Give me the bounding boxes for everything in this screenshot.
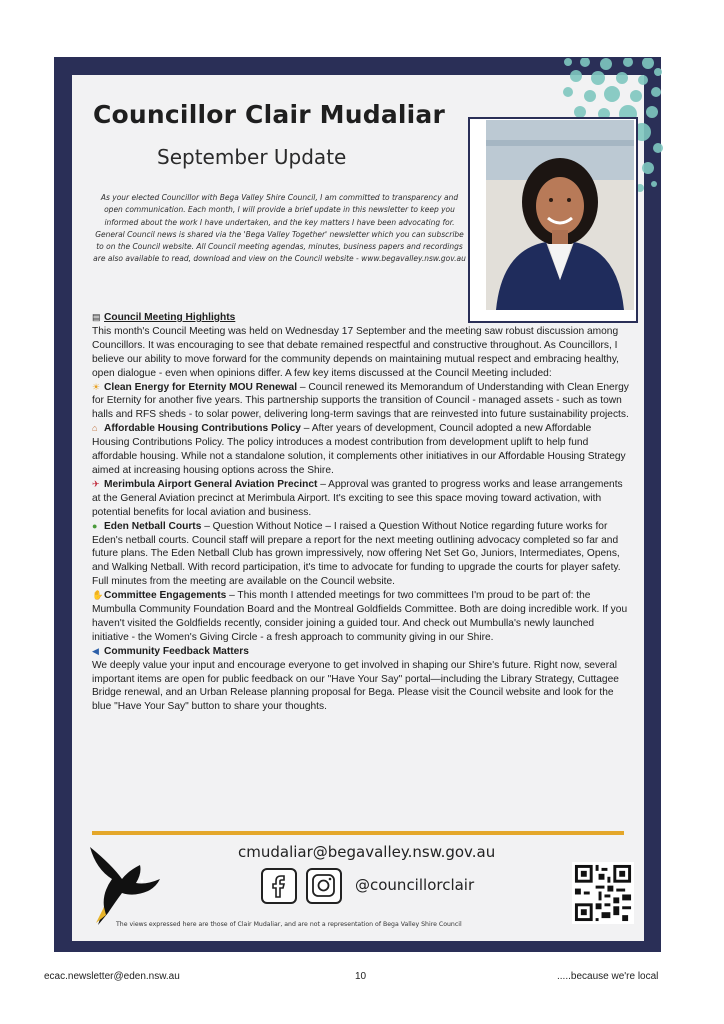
houses-icon: ⌂	[92, 423, 98, 434]
portrait-photo	[486, 120, 634, 310]
ball-icon: ●	[92, 520, 98, 531]
notepad-icon: ▤	[92, 312, 101, 322]
item-eden-netball	[92, 520, 630, 576]
item-heading: Affordable Housing Contributions Policy	[104, 423, 301, 435]
item-heading: Merimbula Airport General Aviation Precinct	[104, 478, 318, 490]
committee-heading: Committee Engagements	[104, 590, 227, 602]
item-text: – After years of development, Council adopted a new Affordable Housing Contributions Policy. The policy introduces a modest contribution from development uplift to help fund affordable housing. While not a standalone solution, it complements other initiatives in our Affordable Housing Strategy aimed at increasing housing options across the Shire.	[92, 423, 626, 476]
feedback-heading: Community Feedback Matters	[104, 645, 249, 657]
social-handle[interactable]: @councillorclair	[355, 876, 475, 894]
feedback-heading-row	[92, 645, 630, 659]
highlights-paragraph: This month's Council Meeting was held on Wednesday 17 September and the meeting saw robust discussion among Councillors. It was encouraging to see that debate remained respectful and constructive throughout. As Councillors, I believe our ability to move forward for the community depends on maintaining mutual respect and embracing healthy, open dialogue - even when opinions differ. A few key items discussed at the Council Meeting included:	[92, 325, 620, 379]
handshake-icon: ✋	[92, 590, 104, 601]
megaphone-icon: ◀	[92, 645, 99, 656]
footer-email: ecac.newsletter@eden.nsw.au	[44, 971, 180, 982]
highlights-heading-row	[92, 311, 630, 325]
qr-code[interactable]	[572, 862, 634, 924]
item-affordable-housing	[92, 422, 630, 478]
minutes-note: Full minutes from the meeting are available on the Council website.	[92, 576, 395, 588]
feedback-paragraph: We deeply value your input and encourage everyone to get involved in shaping our Shire's future. Right now, several important items are open for public feedback on our "Have Your Say" portal—including the Library Strategy, Cuttagee Bridge renewal, and an Urban Release planning proposal for Bega. Please visit the Council website and look for the blue "Have Your Say" button to share your thoughts.	[92, 659, 619, 713]
airplane-icon: ✈	[92, 478, 100, 489]
gold-divider	[92, 831, 624, 835]
item-heading: Clean Energy for Eternity MOU Renewal	[104, 381, 298, 393]
committee-paragraph	[92, 589, 630, 645]
page-title: Councillor Clair Mudaliar	[93, 100, 446, 129]
item-text: – Approval was granted to progress works and lease arrangements at the General Aviation precinct at Merimbula Airport. It's exciting to see this space moving toward activation, with potential benefits for local aviation and business.	[92, 478, 623, 518]
facebook-icon[interactable]	[261, 868, 297, 904]
item-heading: Eden Netball Courts	[104, 520, 202, 532]
sun-icon: ☀	[92, 381, 101, 392]
page-number: 10	[355, 971, 367, 982]
item-text: – Council renewed its Memorandum of Understanding with Clean Energy for Eternity for another five years. This partnership supports the transition of Council - managed assets - such as town halls and RFS sheds - to solar power, delivering long-term savings that are reinvested into future sustainability projects.	[92, 381, 629, 421]
highlights-heading: Council Meeting Highlights	[104, 312, 236, 323]
disclaimer: The views expressed here are those of Clair Mudaliar, and are not a representation of Bega Valley Shire Council	[116, 921, 462, 928]
page-subtitle: September Update	[157, 145, 347, 169]
committee-text: – This month I attended meetings for two committees I'm proud to be part of: the Mumbulla Community Foundation Board and the Montreal Goldfields Committee. Both are doing incredible work. If you haven't visited the Goldfields recently, consider joining a guided tour. And check out Mumbulla's newly launched initiative - the Women's Giving Circle - a fresh approach to community giving in our Shire.	[92, 590, 628, 643]
item-clean-energy	[92, 381, 630, 423]
intro-paragraph: As your elected Councillor with Bega Valley Shire Council, I am committed to transparency and open communication. Each month, I will provide a brief update in this newsletter to keep you informed about the work I have undertaken, and the key matters I have been advocating for. General Council news is shared via the 'Bega Valley Together' newsletter which you can subscribe to on the Council website. All Council meeting agendas, minutes, business papers and recordings are also available to read, download and view on the Council website - www.begavalley.nsw.gov.au	[93, 193, 466, 264]
item-merimbula-airport	[92, 478, 630, 520]
item-text: – Question Without Notice – I raised a Question Without Notice regarding future works for Eden's netball courts. Council staff will prepare a report for the next meeting outlining advocacy completed so far and future plans. The Eden Netball Club has grown impressively, now offering Net Set Go, Juniors, Intermediates, Opens, and Walking Netball. With record participation, it's time to advocate for funding to upgrade the courts for player safety.	[92, 520, 621, 574]
contact-email[interactable]: cmudaliar@begavalley.nsw.gov.au	[238, 843, 496, 861]
cockatoo-icon	[82, 843, 162, 929]
instagram-icon[interactable]	[306, 868, 342, 904]
article-body	[92, 311, 630, 714]
footer-tagline: .....because we're local	[557, 971, 659, 982]
